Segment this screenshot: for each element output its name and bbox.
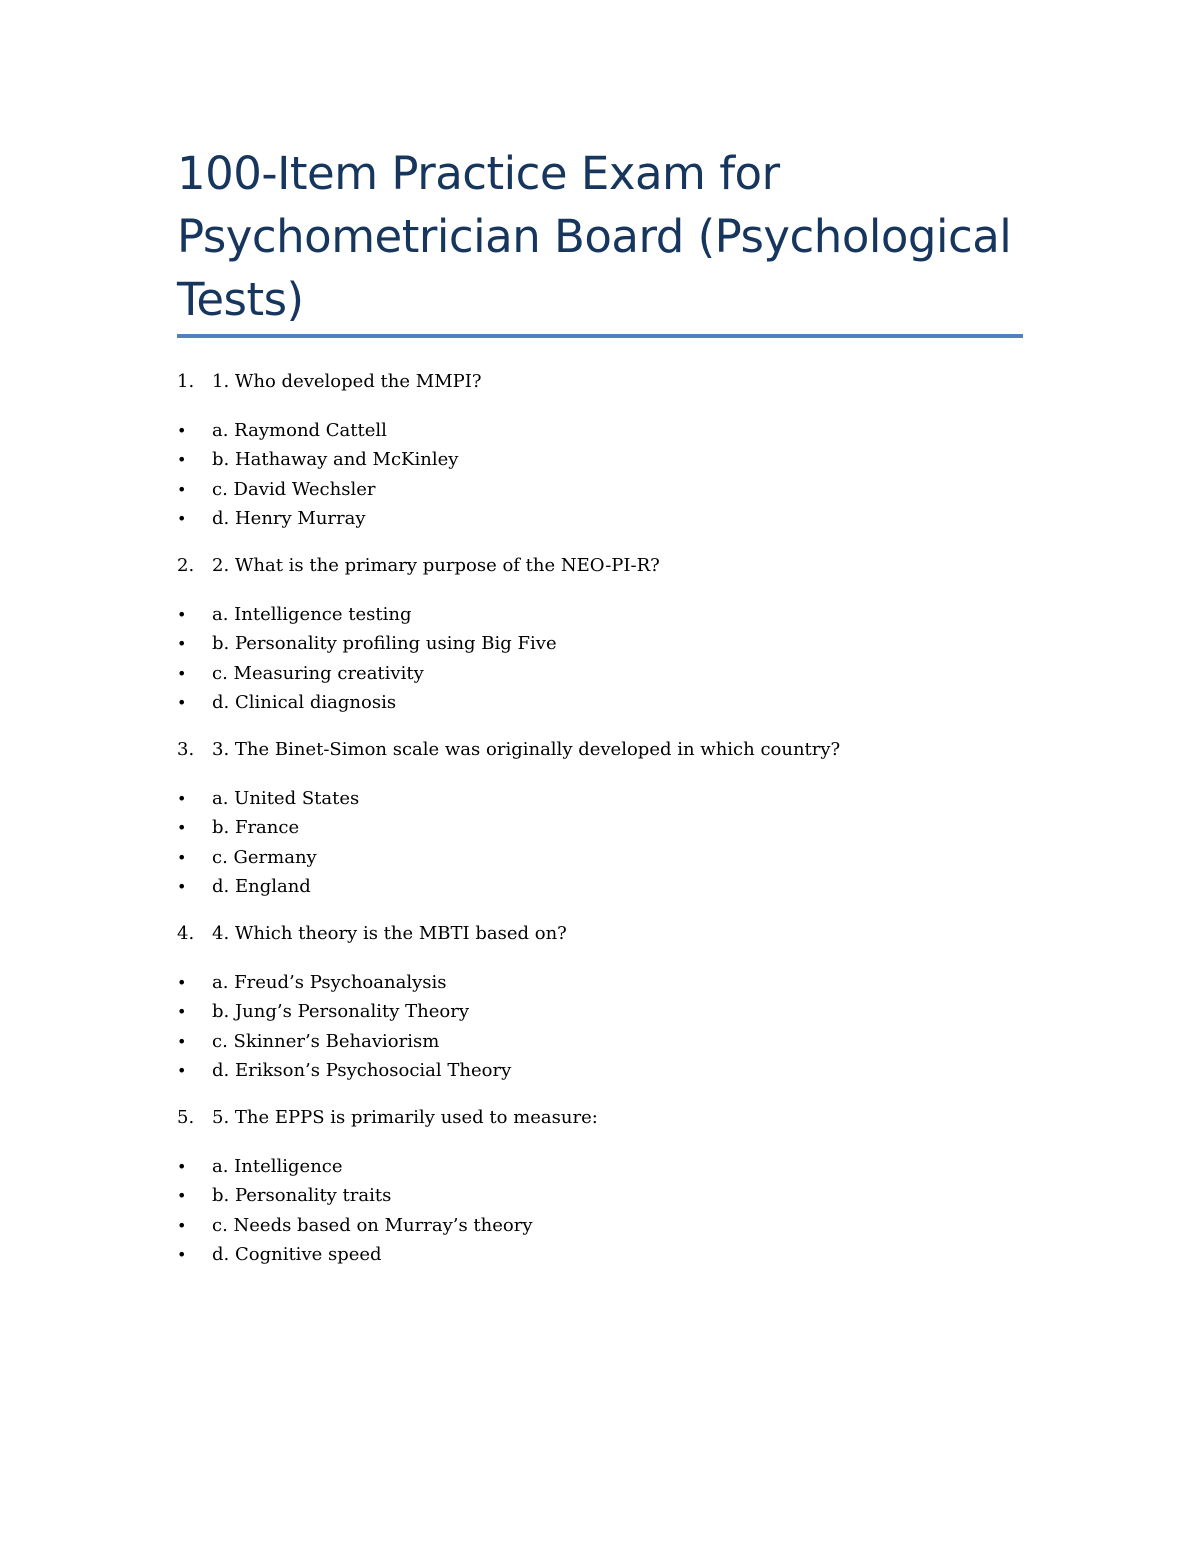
bullet-icon: • — [177, 1216, 187, 1235]
question-number: 3. — [177, 739, 195, 760]
bullet-icon: • — [177, 421, 187, 440]
option-text: a. Intelligence — [212, 1156, 343, 1177]
question-text: 3. The Binet-Simon scale was originally developed in which country? — [212, 739, 841, 760]
bullet-icon: • — [177, 1245, 187, 1264]
title-underline — [177, 334, 1023, 338]
bullet-icon: • — [177, 1157, 187, 1176]
bullet-icon: • — [177, 509, 187, 528]
option-text: b. Personality profiling using Big Five — [212, 633, 557, 654]
option-text: d. Clinical diagnosis — [212, 692, 397, 713]
question-text: 1. Who developed the MMPI? — [212, 371, 482, 392]
option-text: a. Intelligence testing — [212, 604, 412, 625]
question-text: 2. What is the primary purpose of the NEO-PI-R? — [212, 555, 660, 576]
option-text: d. Henry Murray — [212, 508, 366, 529]
document-title: 100-Item Practice Exam for Psychometrician Board (Psychological Tests) — [177, 147, 1012, 326]
bullet-icon: • — [177, 1032, 187, 1051]
option-text: b. Jung’s Personality Theory — [212, 1001, 470, 1022]
question-number: 5. — [177, 1107, 195, 1128]
question-text: 4. Which theory is the MBTI based on? — [212, 923, 567, 944]
bullet-icon: • — [177, 818, 187, 837]
bullet-icon: • — [177, 634, 187, 653]
option-text: d. Cognitive speed — [212, 1244, 382, 1265]
bullet-icon: • — [177, 693, 187, 712]
bullet-icon: • — [177, 973, 187, 992]
bullet-icon: • — [177, 1002, 187, 1021]
option-text: c. Measuring creativity — [212, 663, 424, 684]
option-text: b. Personality traits — [212, 1185, 392, 1206]
option-text: c. Needs based on Murray’s theory — [212, 1215, 533, 1236]
option-text: a. United States — [212, 788, 360, 809]
bullet-icon: • — [177, 664, 187, 683]
question-text: 5. The EPPS is primarily used to measure: — [212, 1107, 598, 1128]
bullet-icon: • — [177, 450, 187, 469]
question-number: 4. — [177, 923, 195, 944]
bullet-icon: • — [177, 1186, 187, 1205]
option-text: c. David Wechsler — [212, 479, 376, 500]
bullet-icon: • — [177, 877, 187, 896]
option-text: a. Raymond Cattell — [212, 420, 387, 441]
option-text: d. Erikson’s Psychosocial Theory — [212, 1060, 512, 1081]
option-text: c. Germany — [212, 847, 317, 868]
option-text: a. Freud’s Psychoanalysis — [212, 972, 447, 993]
bullet-icon: • — [177, 605, 187, 624]
option-text: b. France — [212, 817, 300, 838]
bullet-icon: • — [177, 789, 187, 808]
bullet-icon: • — [177, 848, 187, 867]
option-text: c. Skinner’s Behaviorism — [212, 1031, 440, 1052]
question-number: 1. — [177, 371, 195, 392]
bullet-icon: • — [177, 480, 187, 499]
option-text: b. Hathaway and McKinley — [212, 449, 459, 470]
bullet-icon: • — [177, 1061, 187, 1080]
question-number: 2. — [177, 555, 195, 576]
option-text: d. England — [212, 876, 311, 897]
